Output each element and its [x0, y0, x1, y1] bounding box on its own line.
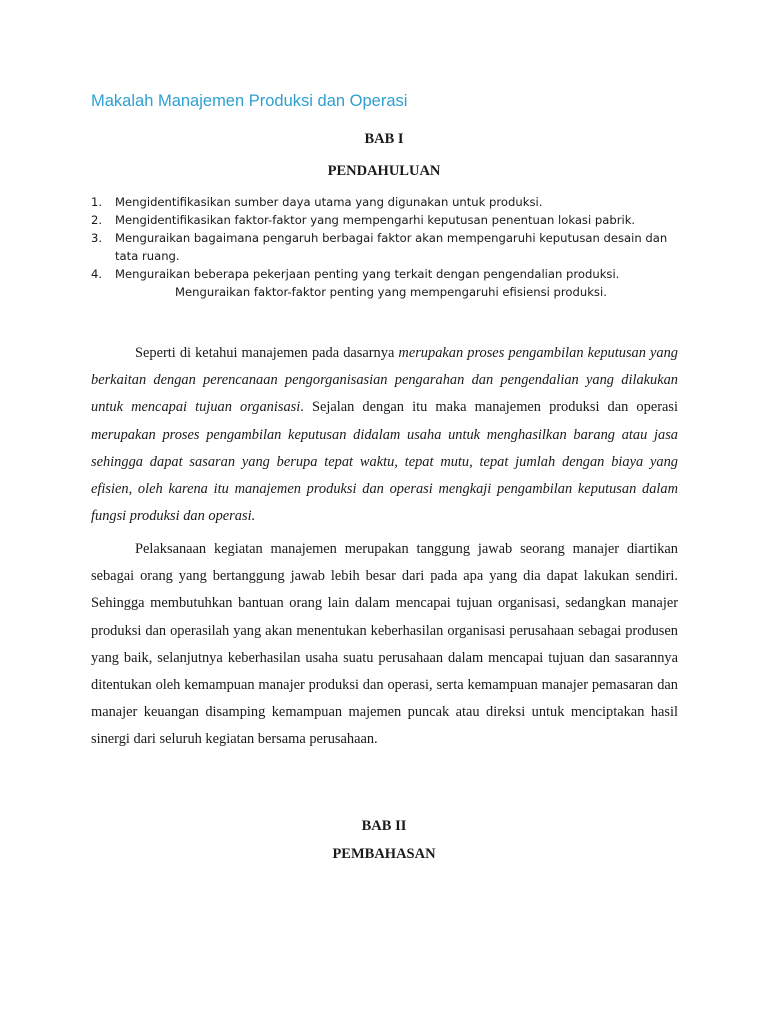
list-item [91, 193, 691, 211]
paragraph-1-part-2: . Sejalan dengan itu maka manajemen produksi dan operasi [300, 399, 678, 416]
paragraph-1-part-1: Seperti di ketahui manajemen pada dasarnya [135, 345, 399, 361]
paragraph-1-italic-2: merupakan proses pengambilan keputusan didalam usaha untuk menghasilkan barang atau jasa sehingga dapat sasaran yang berupa tepat waktu, tepat mutu, tepat jumlah dengan biaya yang efisien, oleh karena itu manajemen produksi dan operasi mengkaji pengambilan keputusan dalam fungsi produksi dan operasi. [91, 426, 678, 525]
list-item [91, 211, 691, 229]
list-item-number: 4. [91, 267, 103, 281]
list-item [91, 229, 691, 265]
objective-extra-line: Menguraikan faktor-faktor penting yang mempengaruhi efisiensi produksi. [175, 285, 607, 299]
paragraph-1 [91, 340, 678, 530]
list-item-number: 1. [91, 195, 103, 209]
document-title: Makalah Manajemen Produksi dan Operasi [91, 92, 408, 110]
list-item-text: Menguraikan beberapa pekerjaan penting yang terkait dengan pengendalian produksi. [115, 267, 620, 281]
chapter2-title: PEMBAHASAN [332, 846, 436, 862]
list-item [91, 265, 691, 283]
chapter2-label: BAB II [361, 818, 407, 834]
objectives-list [91, 193, 691, 283]
paragraph-1-italic-1: merupakan proses pengambilan keputusan yang berkaitan dengan perencanaan pengorganisasian pengarahan dan pengendalian yang dilakukan untuk mencapai tujuan organisasi [91, 345, 678, 416]
list-item-text: Mengidentifikasikan faktor-faktor yang mempengarhi keputusan penentuan lokasi pabrik. [115, 213, 636, 227]
list-item-number: 2. [91, 213, 103, 227]
list-item-number: 3. [91, 231, 103, 245]
chapter1-label: BAB I [364, 131, 404, 147]
chapter1-title: PENDAHULUAN [327, 163, 441, 179]
list-item-text: Mengidentifikasikan sumber daya utama yang digunakan untuk produksi. [115, 195, 543, 209]
paragraph-2: Pelaksanaan kegiatan manajemen merupakan tanggung jawab seorang manajer diartikan sebagai orang yang bertanggung jawab lebih besar dari pada apa yang dia dapat lakukan sendiri. Sehingga membutuhkan bantuan orang lain dalam mencapai tujuan organisasi, sedangkan manajer produksi dan operasilah yang akan menentukan keberhasilan organisasi perusahaan sebagai produsen yang baik, selanjutnya keberhasilan usaha suatu perusahaan dalam mencapai tujuan dan sasarannya ditentukan oleh kemampuan manajer produksi dan operasi, serta kemampuan manajer pemasaran dan manajer keuangan disamping kemampuan majemen puncak atau direksi untuk menciptakan hasil sinergi dari seluruh kegiatan bersama perusahaan. [91, 541, 678, 748]
list-item-text: Menguraikan bagaimana pengaruh berbagai faktor akan mempengaruhi keputusan desain dan tata ruang. [115, 231, 668, 263]
